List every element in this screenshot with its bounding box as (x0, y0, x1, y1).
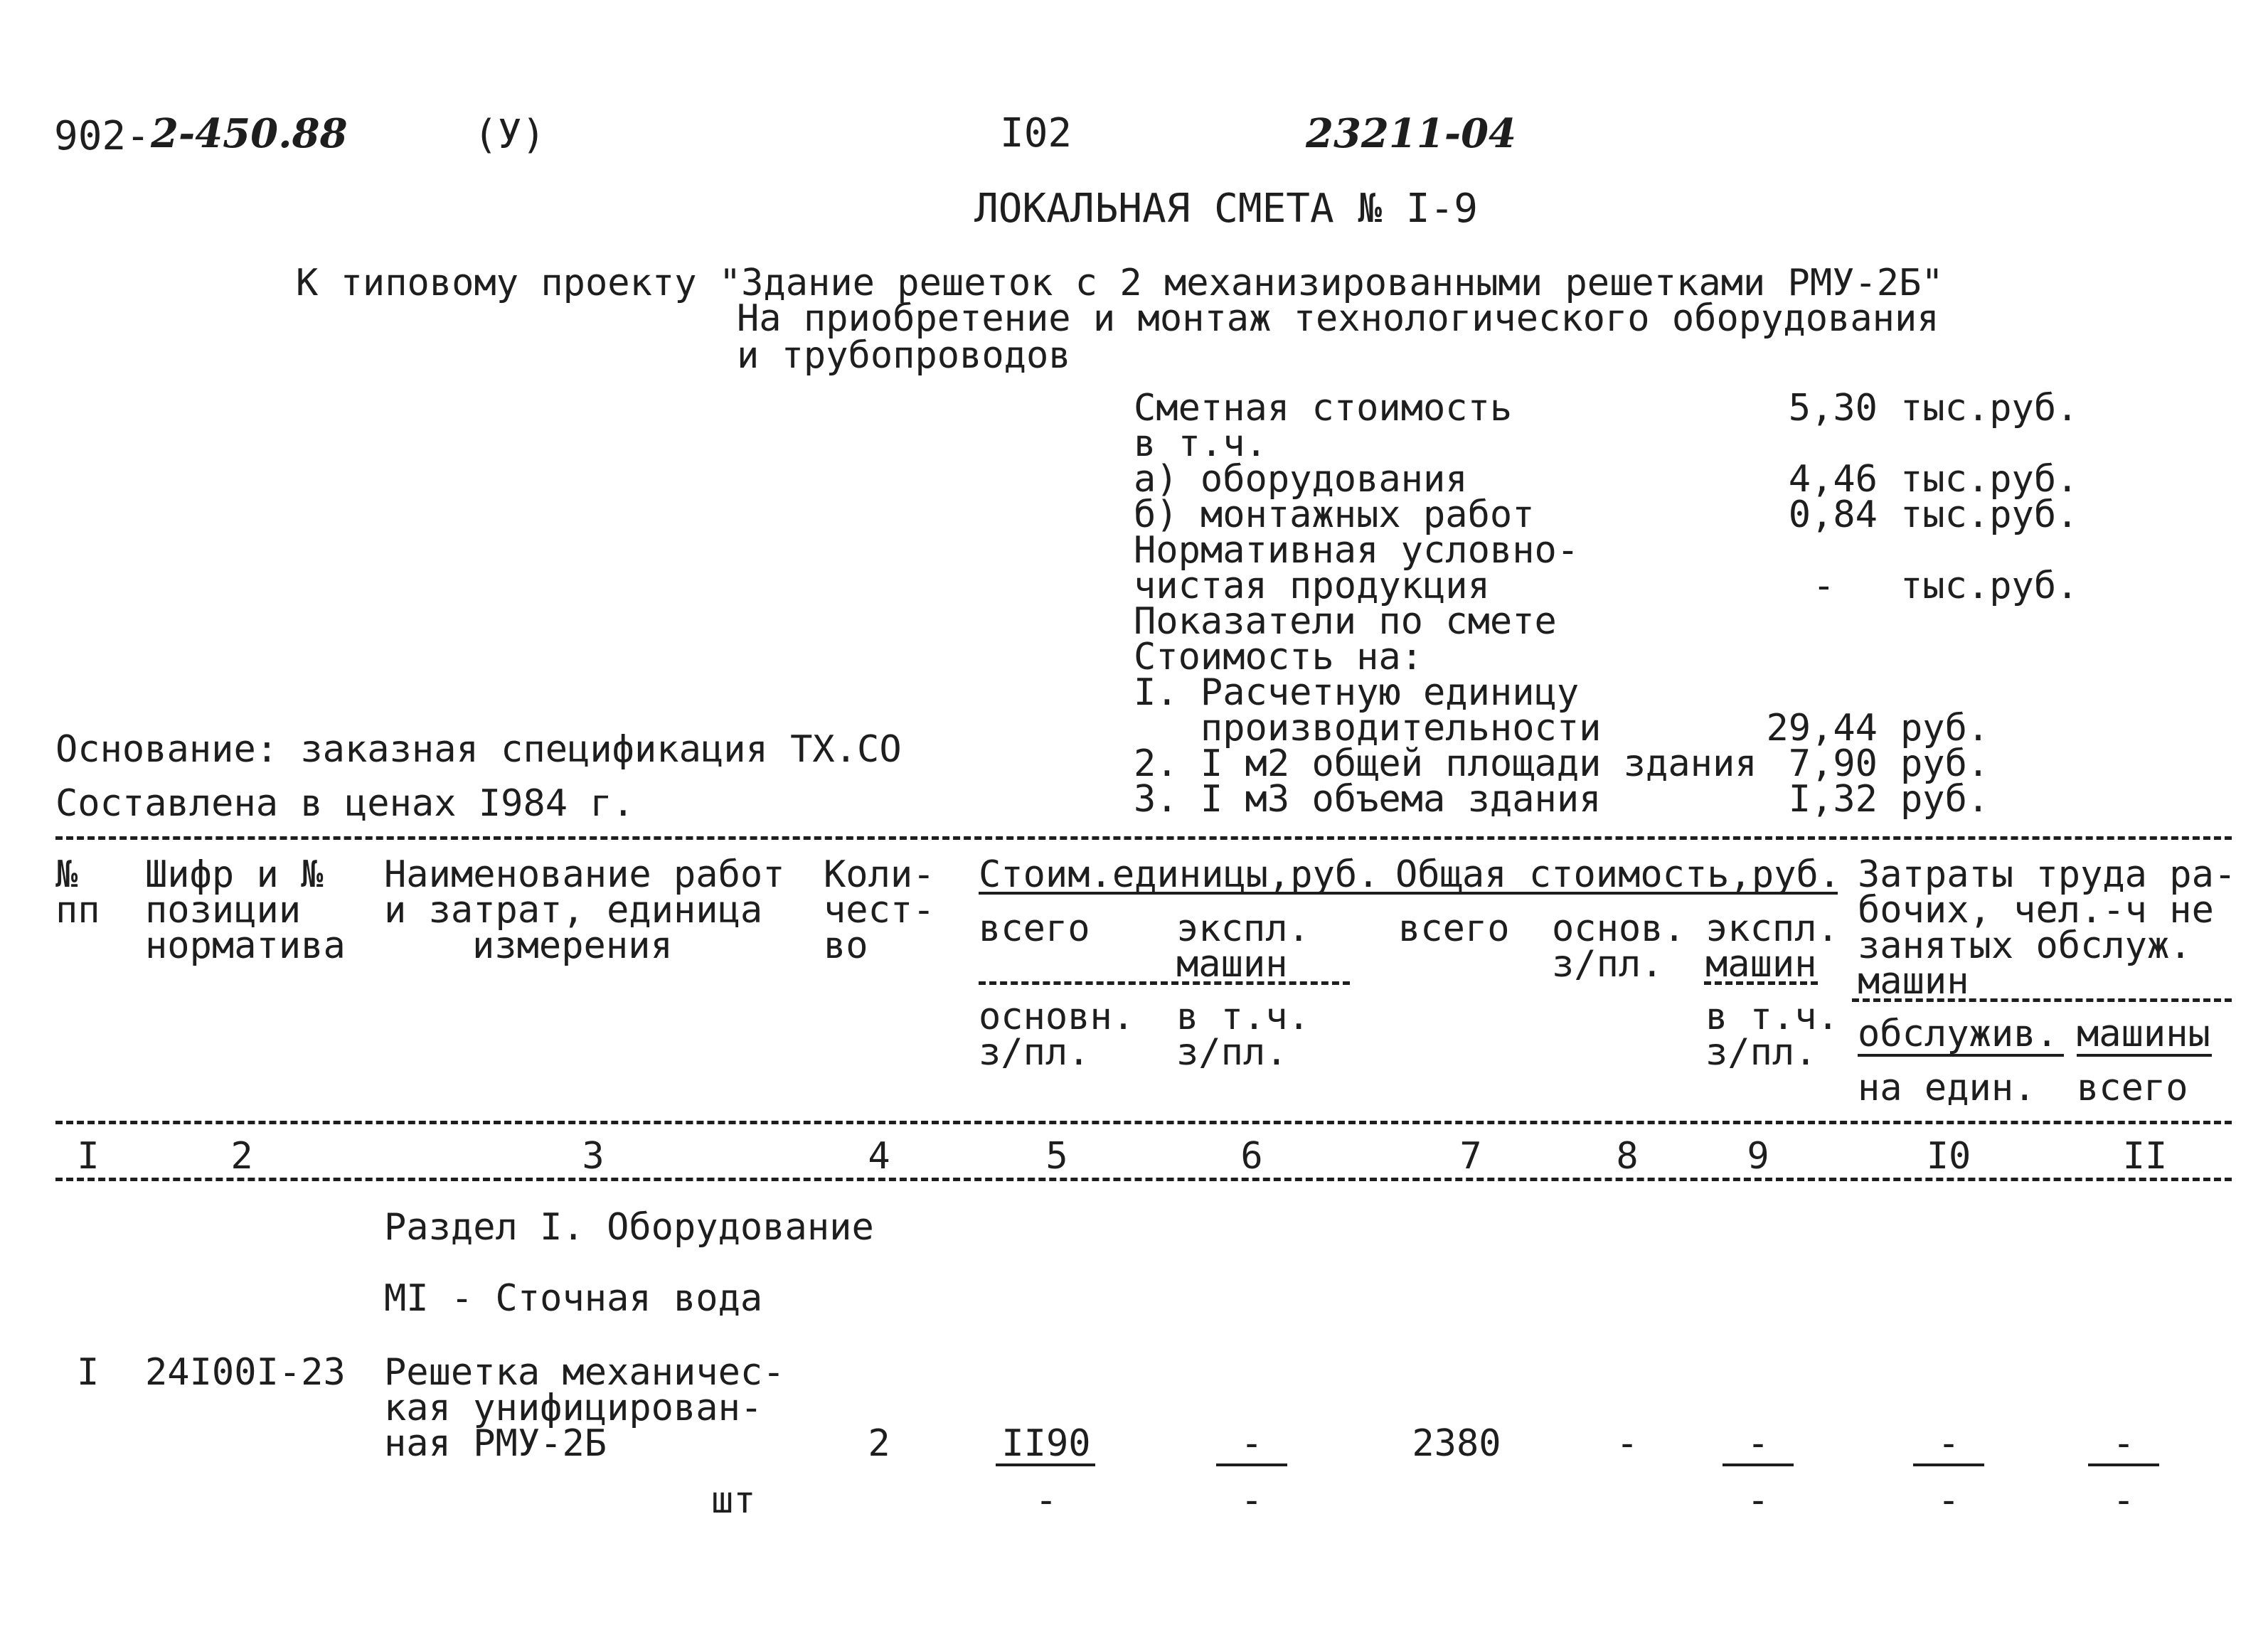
row-number: I (77, 1351, 100, 1394)
row-unit-cost-underline (996, 1463, 1095, 1466)
col-2-header-a: Шифр и № (145, 853, 324, 896)
row-total-machine: - (1747, 1422, 1769, 1465)
col-9-header-incl: в т.ч. (1705, 996, 1839, 1038)
row-quantity: 2 (868, 1422, 890, 1465)
labor-header-1: Затраты труда ра- (1858, 853, 2237, 896)
column-number: 5 (1045, 1135, 1068, 1178)
row-name-3: ная РМУ-2Б (384, 1422, 607, 1465)
column-number: 7 (1459, 1135, 1482, 1178)
project-line-3: и трубопроводов (737, 334, 1071, 377)
summary-cost-unit: тыс.руб. (1900, 387, 2079, 430)
col-4-header-b: чест- (824, 889, 935, 932)
header-bottom-rule (55, 1121, 2232, 1124)
column-number: I (77, 1135, 100, 1178)
row-unit-machine: - (1240, 1422, 1263, 1465)
indicator-3-label: 3. I м3 объема здания (1134, 778, 1602, 821)
row-labor-total: - (2112, 1422, 2135, 1465)
col-6-header-expl: экспл. (1176, 907, 1310, 950)
col-5-header-total: всего (979, 907, 1090, 950)
page-title: ЛОКАЛЬНАЯ СМЕТА № I-9 (974, 186, 1479, 232)
row-total-base-wage: - (1616, 1422, 1639, 1465)
col-8-header-base: основ. (1552, 907, 1686, 950)
summary-cost-value: 5,30 (1788, 387, 1878, 430)
indicator-1-label-2: производительности (1134, 707, 1602, 750)
summary-install-label: б) монтажных работ (1134, 494, 1535, 536)
summary-norm-value: - (1812, 565, 1835, 607)
col-3-header-a: Наименование работ (384, 853, 785, 896)
row-labor-per-unit-underline (1913, 1463, 1984, 1466)
col-11-header-underline (2077, 1054, 2212, 1057)
col-9-header-mach: машин (1705, 943, 1817, 986)
unit-cost-header: Стоим.единицы,руб. (979, 853, 1380, 896)
col-5-header-base: основн. (979, 996, 1135, 1038)
col-6-header-mach: машин (1176, 943, 1288, 986)
unit-cost-sub-rule (979, 981, 1350, 985)
table-top-rule (55, 836, 2232, 840)
indicator-3-unit: руб. (1900, 778, 1990, 821)
column-number: 3 (582, 1135, 605, 1178)
column-number: 2 (230, 1135, 253, 1178)
labor-header-4: машин (1858, 960, 1969, 1003)
col-8-header-zpl: з/пл. (1552, 943, 1663, 986)
summary-cost-label: Сметная стоимость (1134, 387, 1513, 430)
labor-header-3: занятых обслуж. (1858, 924, 2192, 967)
project-line-2: На приобретение и монтаж технологического оборудования (737, 297, 1939, 340)
col-6-header-zpl: з/пл. (1176, 1031, 1288, 1074)
summary-install-unit: тыс.руб. (1900, 494, 2079, 536)
page-number: I02 (1000, 110, 1072, 156)
project-line-1: К типовому проекту "Здание решеток с 2 механизированными решетками РМУ-2Б" (296, 262, 1944, 304)
row-unit-cost: II90 (1001, 1422, 1091, 1465)
col-2-header-c: норматива (145, 924, 346, 967)
summary-incl: в т.ч. (1134, 422, 1267, 465)
col-10-header-per-unit: на един. (1858, 1067, 2036, 1109)
col-11-header-machines: машины (2077, 1013, 2210, 1055)
column-number: 9 (1747, 1135, 1769, 1178)
indicator-1-unit: руб. (1900, 707, 1990, 750)
doc-code-prefix: 902- (54, 113, 150, 159)
col-10-header-service: обслужив. (1858, 1013, 2058, 1055)
subsection-title: МI - Сточная вода (384, 1277, 763, 1320)
col-3-header-c: измерения (472, 924, 673, 967)
row-name-1: Решетка механичес- (384, 1351, 785, 1394)
column-number: 8 (1616, 1135, 1639, 1178)
col-3-header-b: и затрат, единица (384, 889, 763, 932)
col-1-header-b: пп (55, 889, 100, 932)
row-unit-machine-wage: - (1240, 1479, 1263, 1522)
row-labor-total-machines: - (2112, 1479, 2135, 1522)
column-number: II (2122, 1135, 2168, 1178)
col-11-header-total: всего (2077, 1067, 2188, 1109)
col-1-header-a: № (55, 853, 78, 896)
row-unit: шт (711, 1479, 756, 1522)
col-6-header-incl: в т.ч. (1176, 996, 1310, 1038)
row-labor-total-underline (2088, 1463, 2159, 1466)
labor-header-2: бочих, чел.-ч не (1858, 889, 2214, 932)
row-total-machine-underline (1723, 1463, 1794, 1466)
col-4-header-a: Коли- (824, 853, 935, 896)
indicator-2-unit: руб. (1900, 742, 1990, 785)
doc-number-handwritten: 23211-04 (1306, 110, 1516, 157)
column-number: I0 (1926, 1135, 1971, 1178)
summary-cost-per: Стоимость на: (1134, 636, 1423, 678)
doc-code-handwritten: 2-450.88 (151, 110, 348, 157)
row-total-machine-wage: - (1747, 1479, 1769, 1522)
column-numbers-rule (55, 1178, 2232, 1181)
col-4-header-c: во (824, 924, 868, 967)
basis-line: Основание: заказная спецификация ТХ.СО (55, 728, 902, 771)
row-unit-base-wage: - (1035, 1479, 1058, 1522)
indicator-1-value: 29,44 (1766, 707, 1878, 750)
indicator-2-value: 7,90 (1788, 742, 1878, 785)
summary-norm-unit: тыс.руб. (1900, 565, 2079, 607)
summary-equip-label: а) оборудования (1134, 458, 1468, 501)
column-number: 4 (868, 1135, 890, 1178)
col-7-header-total: всего (1398, 907, 1510, 950)
section-title: Раздел I. Оборудование (384, 1206, 874, 1249)
row-labor-per-unit: - (1937, 1422, 1960, 1465)
summary-indicators: Показатели по смете (1134, 600, 1557, 643)
row-code: 24I00I-23 (145, 1351, 346, 1394)
col-5-header-zpl: з/пл. (979, 1031, 1090, 1074)
indicator-2-label: 2. I м2 общей площади здания (1134, 742, 1757, 785)
row-name-2: кая унифицирован- (384, 1387, 763, 1429)
col-10-header-underline (1858, 1054, 2064, 1057)
column-number: 6 (1240, 1135, 1263, 1178)
row-total-cost: 2380 (1412, 1422, 1501, 1465)
doc-mark: (У) (474, 112, 546, 158)
summary-equip-unit: тыс.руб. (1900, 458, 2079, 501)
row-unit-machine-underline (1216, 1463, 1287, 1466)
col-9-header-zpl: з/пл. (1705, 1031, 1817, 1074)
summary-norm-label-1: Нормативная условно- (1134, 529, 1580, 572)
indicator-1-label-1: I. Расчетную единицу (1134, 671, 1580, 714)
indicator-3-value: I,32 (1788, 778, 1878, 821)
summary-norm-label-2: чистая продукция (1134, 565, 1490, 607)
row-labor-per-unit-machines: - (1937, 1479, 1960, 1522)
col-9-header-expl: экспл. (1705, 907, 1839, 950)
col-2-header-b: позиции (145, 889, 302, 932)
prices-line: Составлена в ценах I984 г. (55, 782, 634, 825)
summary-install-value: 0,84 (1788, 494, 1878, 536)
cost-header-underline (979, 892, 1838, 895)
total-cost-header: Общая стоимость,руб. (1395, 853, 1841, 896)
summary-equip-value: 4,46 (1788, 458, 1878, 501)
